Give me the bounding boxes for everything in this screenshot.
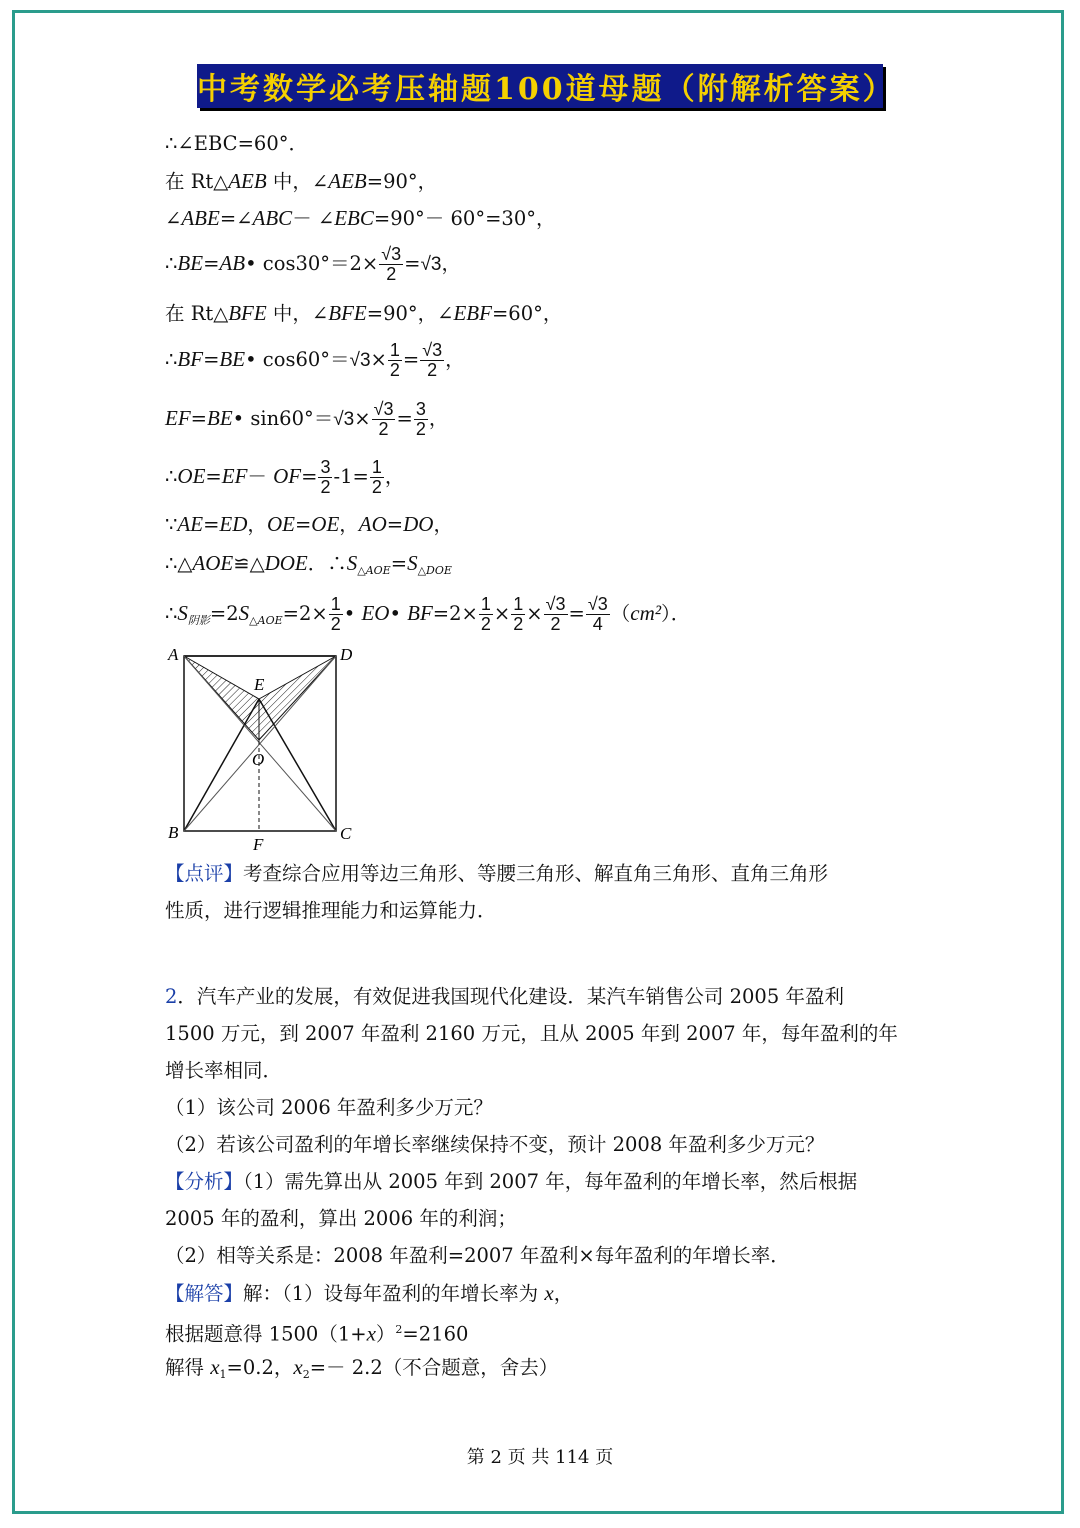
math-var: EF	[165, 406, 191, 430]
analysis-line-1	[165, 1168, 857, 1196]
math-var: AE	[177, 512, 204, 536]
answer-text: ）	[375, 1322, 396, 1346]
denominator: 2	[513, 614, 524, 634]
denominator: 2	[427, 360, 438, 380]
math-text: ，	[247, 513, 267, 536]
math-var: AO	[358, 512, 387, 536]
math-line-7	[165, 400, 448, 439]
math-var: OE	[311, 512, 340, 536]
math-text: •	[343, 602, 362, 625]
problem-text: ．汽车产业的发展，有效促进我国现代化建设．某汽车销售公司 2005 年盈利	[177, 985, 844, 1008]
label-o: O	[252, 750, 265, 769]
math-text: • sin60°＝	[232, 407, 334, 430]
answer-text: 解得	[165, 1356, 211, 1379]
math-var: BE	[207, 406, 233, 430]
math-text: 中，∠	[266, 170, 329, 193]
math-text: =	[205, 465, 222, 488]
subscript: △DOE	[417, 564, 452, 577]
numerator: 1	[330, 594, 341, 614]
denominator: 4	[592, 614, 603, 634]
math-text: =60°，	[491, 302, 563, 325]
math-text: -1=	[333, 465, 369, 488]
math-var: EF	[221, 464, 248, 488]
fraction	[479, 595, 493, 634]
math-line-3	[165, 204, 555, 233]
review-line-1	[165, 860, 828, 888]
label-a: A	[168, 645, 179, 664]
math-var: BE	[177, 251, 204, 275]
page-title: 中考数学必考压轴题100道母题（附解析答案）	[197, 72, 896, 107]
math-text: =	[402, 348, 420, 371]
numerator: √3	[373, 399, 394, 419]
fraction	[414, 400, 428, 439]
math-text: ，	[441, 252, 462, 275]
math-text: ，	[428, 407, 449, 430]
math-var: ABC	[252, 206, 293, 230]
numerator: √3	[587, 594, 608, 614]
problem-number: 2	[165, 985, 178, 1008]
math-line-10	[165, 549, 452, 585]
math-line-6	[165, 341, 465, 380]
math-text: ）．	[661, 602, 691, 625]
math-var: x	[366, 1321, 376, 1346]
math-var: BFE	[328, 301, 367, 325]
subscript: 1	[219, 1368, 227, 1381]
fraction	[329, 595, 343, 634]
math-text: =	[294, 513, 312, 536]
numerator: √3	[381, 244, 402, 264]
geometry-figure	[160, 640, 370, 850]
math-line-1	[165, 130, 308, 158]
answer-line-3	[165, 1353, 558, 1389]
math-var: cm²	[630, 601, 662, 625]
problem-text: 增长率相同．	[165, 1059, 283, 1082]
math-var: x	[544, 1281, 554, 1305]
fraction	[372, 400, 396, 439]
page-footer: 第 2 页 共 114 页	[466, 1447, 614, 1468]
problem-line-1	[165, 983, 844, 1011]
math-text: • cos30°＝2×	[245, 252, 379, 275]
answer-text: ，	[553, 1282, 574, 1305]
numerator: √3	[422, 340, 443, 360]
math-line-2	[165, 167, 437, 196]
math-text: ∴	[165, 465, 178, 488]
segment-be	[184, 699, 259, 831]
math-text: ∴∠EBC=60°．	[165, 132, 308, 155]
subscript: 阴影	[187, 614, 210, 627]
answer-line-1	[165, 1279, 573, 1308]
answer-text: =0.2，	[226, 1356, 294, 1379]
math-text: =90°－ 60°=30°，	[373, 207, 556, 230]
analysis-text: （1）需先算出从 2005 年到 2007 年，每年盈利的年增长率，然后根据	[243, 1170, 858, 1193]
math-var: EBC	[334, 206, 374, 230]
numerator: 3	[415, 399, 426, 419]
math-text: 在 Rt△	[165, 302, 229, 325]
analysis-line-3	[165, 1242, 790, 1270]
math-text: （	[610, 602, 631, 625]
analysis-text: （2）相等关系是：2008 年盈利=2007 年盈利×每年盈利的年增长率．	[165, 1244, 790, 1267]
numerator: 1	[389, 340, 400, 360]
answer-tag: 【解答】	[165, 1282, 244, 1305]
math-var: DO	[403, 512, 434, 536]
denominator: 2	[415, 419, 426, 439]
math-text: ∴	[165, 348, 178, 371]
math-var: BE	[219, 347, 246, 371]
problem-text: 1500 万元，到 2007 年盈利 2160 万元，且从 2005 年到 2007 年，每年盈利的年	[165, 1022, 898, 1045]
denominator: 2	[378, 419, 389, 439]
math-text: =	[404, 252, 421, 275]
math-text: =	[203, 252, 220, 275]
problem-line-2	[165, 1020, 898, 1048]
denominator: 2	[371, 477, 382, 497]
math-var: OE	[266, 512, 295, 536]
fraction	[318, 458, 332, 497]
math-text: =	[568, 602, 585, 625]
fraction	[511, 595, 525, 634]
math-text: =	[396, 407, 413, 430]
math-var: x	[210, 1355, 220, 1379]
math-text: ∴	[165, 602, 178, 625]
fraction	[586, 595, 610, 634]
title-banner	[197, 64, 896, 108]
math-text: =2×	[432, 602, 478, 625]
math-text: ≌△	[233, 552, 265, 575]
math-text: ∠	[165, 207, 182, 230]
math-var: AB	[219, 251, 246, 275]
math-text: ，	[339, 513, 359, 536]
math-text: =	[301, 465, 318, 488]
math-text: 在 Rt△	[165, 170, 229, 193]
segment-ce	[259, 699, 336, 831]
denominator: 2	[389, 360, 400, 380]
math-var: OF	[273, 464, 302, 488]
answer-line-2	[165, 1316, 468, 1349]
answer-text: =2160	[402, 1322, 469, 1346]
subscript: △AOE	[249, 614, 283, 627]
label-d: D	[340, 645, 353, 664]
math-text: － ∠	[292, 207, 335, 230]
math-text: ，	[433, 513, 453, 536]
math-text: =90°，∠	[366, 302, 454, 325]
math-line-9	[165, 510, 453, 539]
question-2	[165, 1131, 824, 1159]
sqrt: √3	[349, 350, 371, 371]
analysis-tag: 【分析】	[165, 1170, 244, 1193]
question-text: （1）该公司 2006 年盈利多少万元？	[165, 1096, 493, 1119]
math-text: =	[203, 513, 220, 536]
fraction	[379, 245, 403, 284]
math-var: DOE	[264, 551, 308, 575]
math-text: =	[390, 552, 408, 575]
math-text: =2×	[282, 602, 328, 625]
math-var: x	[293, 1355, 303, 1379]
math-var: ED	[219, 512, 248, 536]
math-text: ．∴	[307, 552, 347, 575]
math-var: BFE	[228, 301, 267, 325]
question-1	[165, 1094, 493, 1122]
math-text: =	[190, 407, 207, 430]
math-text: ，	[445, 348, 465, 371]
math-text: ，	[384, 465, 405, 488]
analysis-line-2	[165, 1205, 517, 1233]
math-var: BF	[407, 601, 433, 625]
label-b: B	[168, 823, 179, 842]
answer-text: 解：（1）设每年盈利的年增长率为	[243, 1282, 545, 1305]
fraction	[544, 595, 568, 634]
fraction	[388, 341, 402, 380]
question-text: （2）若该公司盈利的年增长率继续保持不变，预计 2008 年盈利多少万元？	[165, 1133, 825, 1156]
label-f: F	[253, 835, 264, 850]
answer-text: =－ 2.2（不合题意，舍去）	[309, 1356, 559, 1379]
math-text: －	[247, 465, 274, 488]
math-var: EO	[361, 601, 390, 625]
math-text: ∴△	[165, 552, 193, 575]
numerator: 1	[480, 594, 491, 614]
math-var: AEB	[228, 169, 267, 193]
math-text: ×	[493, 602, 511, 625]
analysis-text: 2005 年的盈利，算出 2006 年的利润；	[165, 1207, 517, 1230]
subscript: △AOE	[357, 564, 391, 577]
answer-text: 根据题意得 1500（1+	[165, 1322, 367, 1346]
math-text: 中，∠	[266, 302, 329, 325]
math-var: BF	[177, 347, 204, 371]
math-line-4	[165, 245, 461, 284]
math-text: =90°，	[366, 170, 438, 193]
numerator: 1	[371, 457, 382, 477]
sqrt: √3	[420, 254, 442, 275]
fraction	[420, 341, 444, 380]
math-var: ABE	[181, 206, 220, 230]
math-text: ×	[526, 602, 543, 625]
math-var: EBF	[453, 301, 492, 325]
math-var: S	[238, 601, 250, 625]
math-text: =2	[209, 602, 239, 625]
sqrt: √3	[333, 409, 355, 430]
fraction	[370, 458, 384, 497]
review-line-2	[165, 897, 497, 925]
math-text: • cos60°＝	[245, 348, 350, 371]
math-text: ×	[354, 407, 371, 430]
math-text: ∴	[165, 252, 178, 275]
math-text: ×	[370, 348, 387, 371]
math-text: •	[389, 602, 408, 625]
review-text: 性质，进行逻辑推理能力和运算能力．	[165, 899, 497, 922]
numerator: 3	[320, 457, 331, 477]
math-var: S	[346, 551, 358, 575]
review-text: 考查综合应用等边三角形、等腰三角形、解直角三角形、直角三角形	[243, 862, 829, 885]
math-var: S	[177, 601, 188, 625]
problem-line-3	[165, 1057, 282, 1085]
denominator: 2	[386, 264, 397, 284]
math-text: =∠	[219, 207, 253, 230]
math-var: AOE	[192, 551, 234, 575]
math-var: AEB	[328, 169, 367, 193]
math-text: ∵	[165, 513, 178, 536]
math-text: =	[386, 513, 404, 536]
review-tag: 【点评】	[165, 862, 244, 885]
math-var: OE	[177, 464, 206, 488]
math-line-5	[165, 299, 562, 328]
subscript: 2	[302, 1368, 310, 1381]
label-c: C	[340, 824, 352, 843]
math-var: S	[407, 551, 418, 575]
superscript: 2	[395, 1323, 403, 1336]
math-line-8	[165, 458, 404, 497]
math-text: =	[203, 348, 220, 371]
denominator: 2	[480, 614, 491, 634]
label-e: E	[254, 675, 265, 694]
math-line-11	[165, 595, 690, 635]
numerator: 1	[513, 594, 524, 614]
denominator: 2	[550, 614, 561, 634]
numerator: √3	[545, 594, 566, 614]
denominator: 2	[330, 614, 341, 634]
denominator: 2	[320, 477, 331, 497]
